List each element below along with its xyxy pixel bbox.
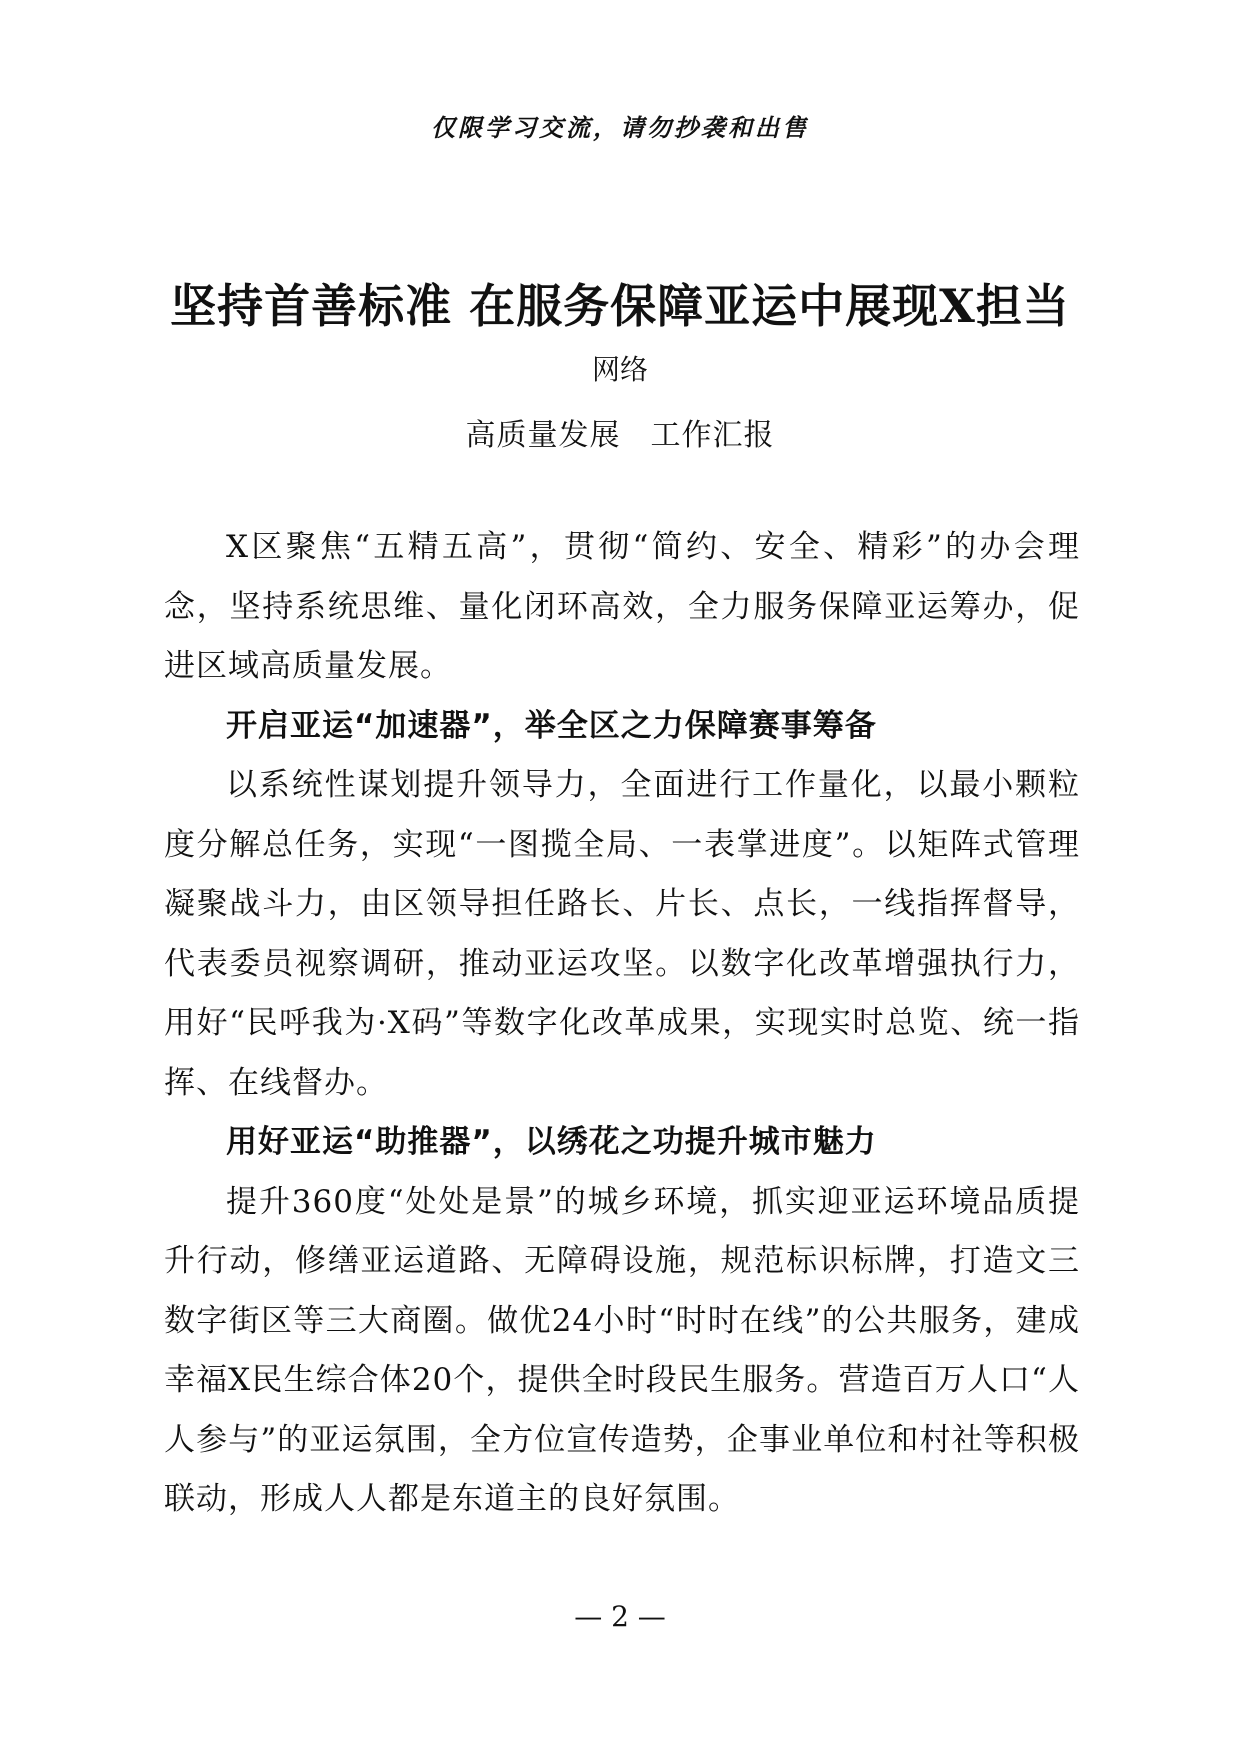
tag-list (0, 410, 1240, 454)
tag-item: 工作汇报 (650, 418, 775, 453)
section-paragraph: 提升360度“处处是景”的城乡环境，抓实迎亚运环境品质提升行动，修缮亚运道路、无障碍设施，规范标识标牌，打造文三数字街区等三大商圈。做优24小时“时时在线”的公共服务，建成幸福X民生综合体20个，提供全时段民生服务。营造百万人口“人人参与”的亚运氛围，全方位宣传造势，企事业单位和村社等积极联动，形成人人都是东道主的良好氛围。 (164, 1183, 1080, 1517)
section-heading: 开启亚运“加速器”，举全区之力保障赛事筹备 (226, 707, 877, 744)
section-paragraph: 以系统性谋划提升领导力，全面进行工作量化，以最小颗粒度分解总任务，实现“一图揽全局、一表掌进度”。以矩阵式管理凝聚战斗力，由区领导担任路长、片长、点长，一线指挥督导，代表委员视察调研，推动亚运攻坚。以数字化改革增强执行力，用好“民呼我为·X码”等数字化改革成果，实现实时总览、统一指挥、在线督办。 (164, 767, 1080, 1101)
tag-item: 高质量发展 (465, 418, 621, 453)
header-note: 仅限学习交流，请勿抄袭和出售 (431, 113, 809, 142)
intro-paragraph: X区聚焦“五精五高”，贯彻“简约、安全、精彩”的办会理念，坚持系统思维、量化闭环高效，全力服务保障亚运筹办，促进区域高质量发展。 (164, 529, 1080, 684)
section-heading: 用好亚运“助推器”，以绣花之功提升城市魅力 (226, 1124, 877, 1160)
page-title: 坚持首善标准 在服务保障亚运中展现X担当 (170, 279, 1070, 333)
page-number: — 2 — (574, 1600, 666, 1633)
article-body (164, 518, 1080, 1530)
source-label: 网络 (591, 353, 648, 386)
